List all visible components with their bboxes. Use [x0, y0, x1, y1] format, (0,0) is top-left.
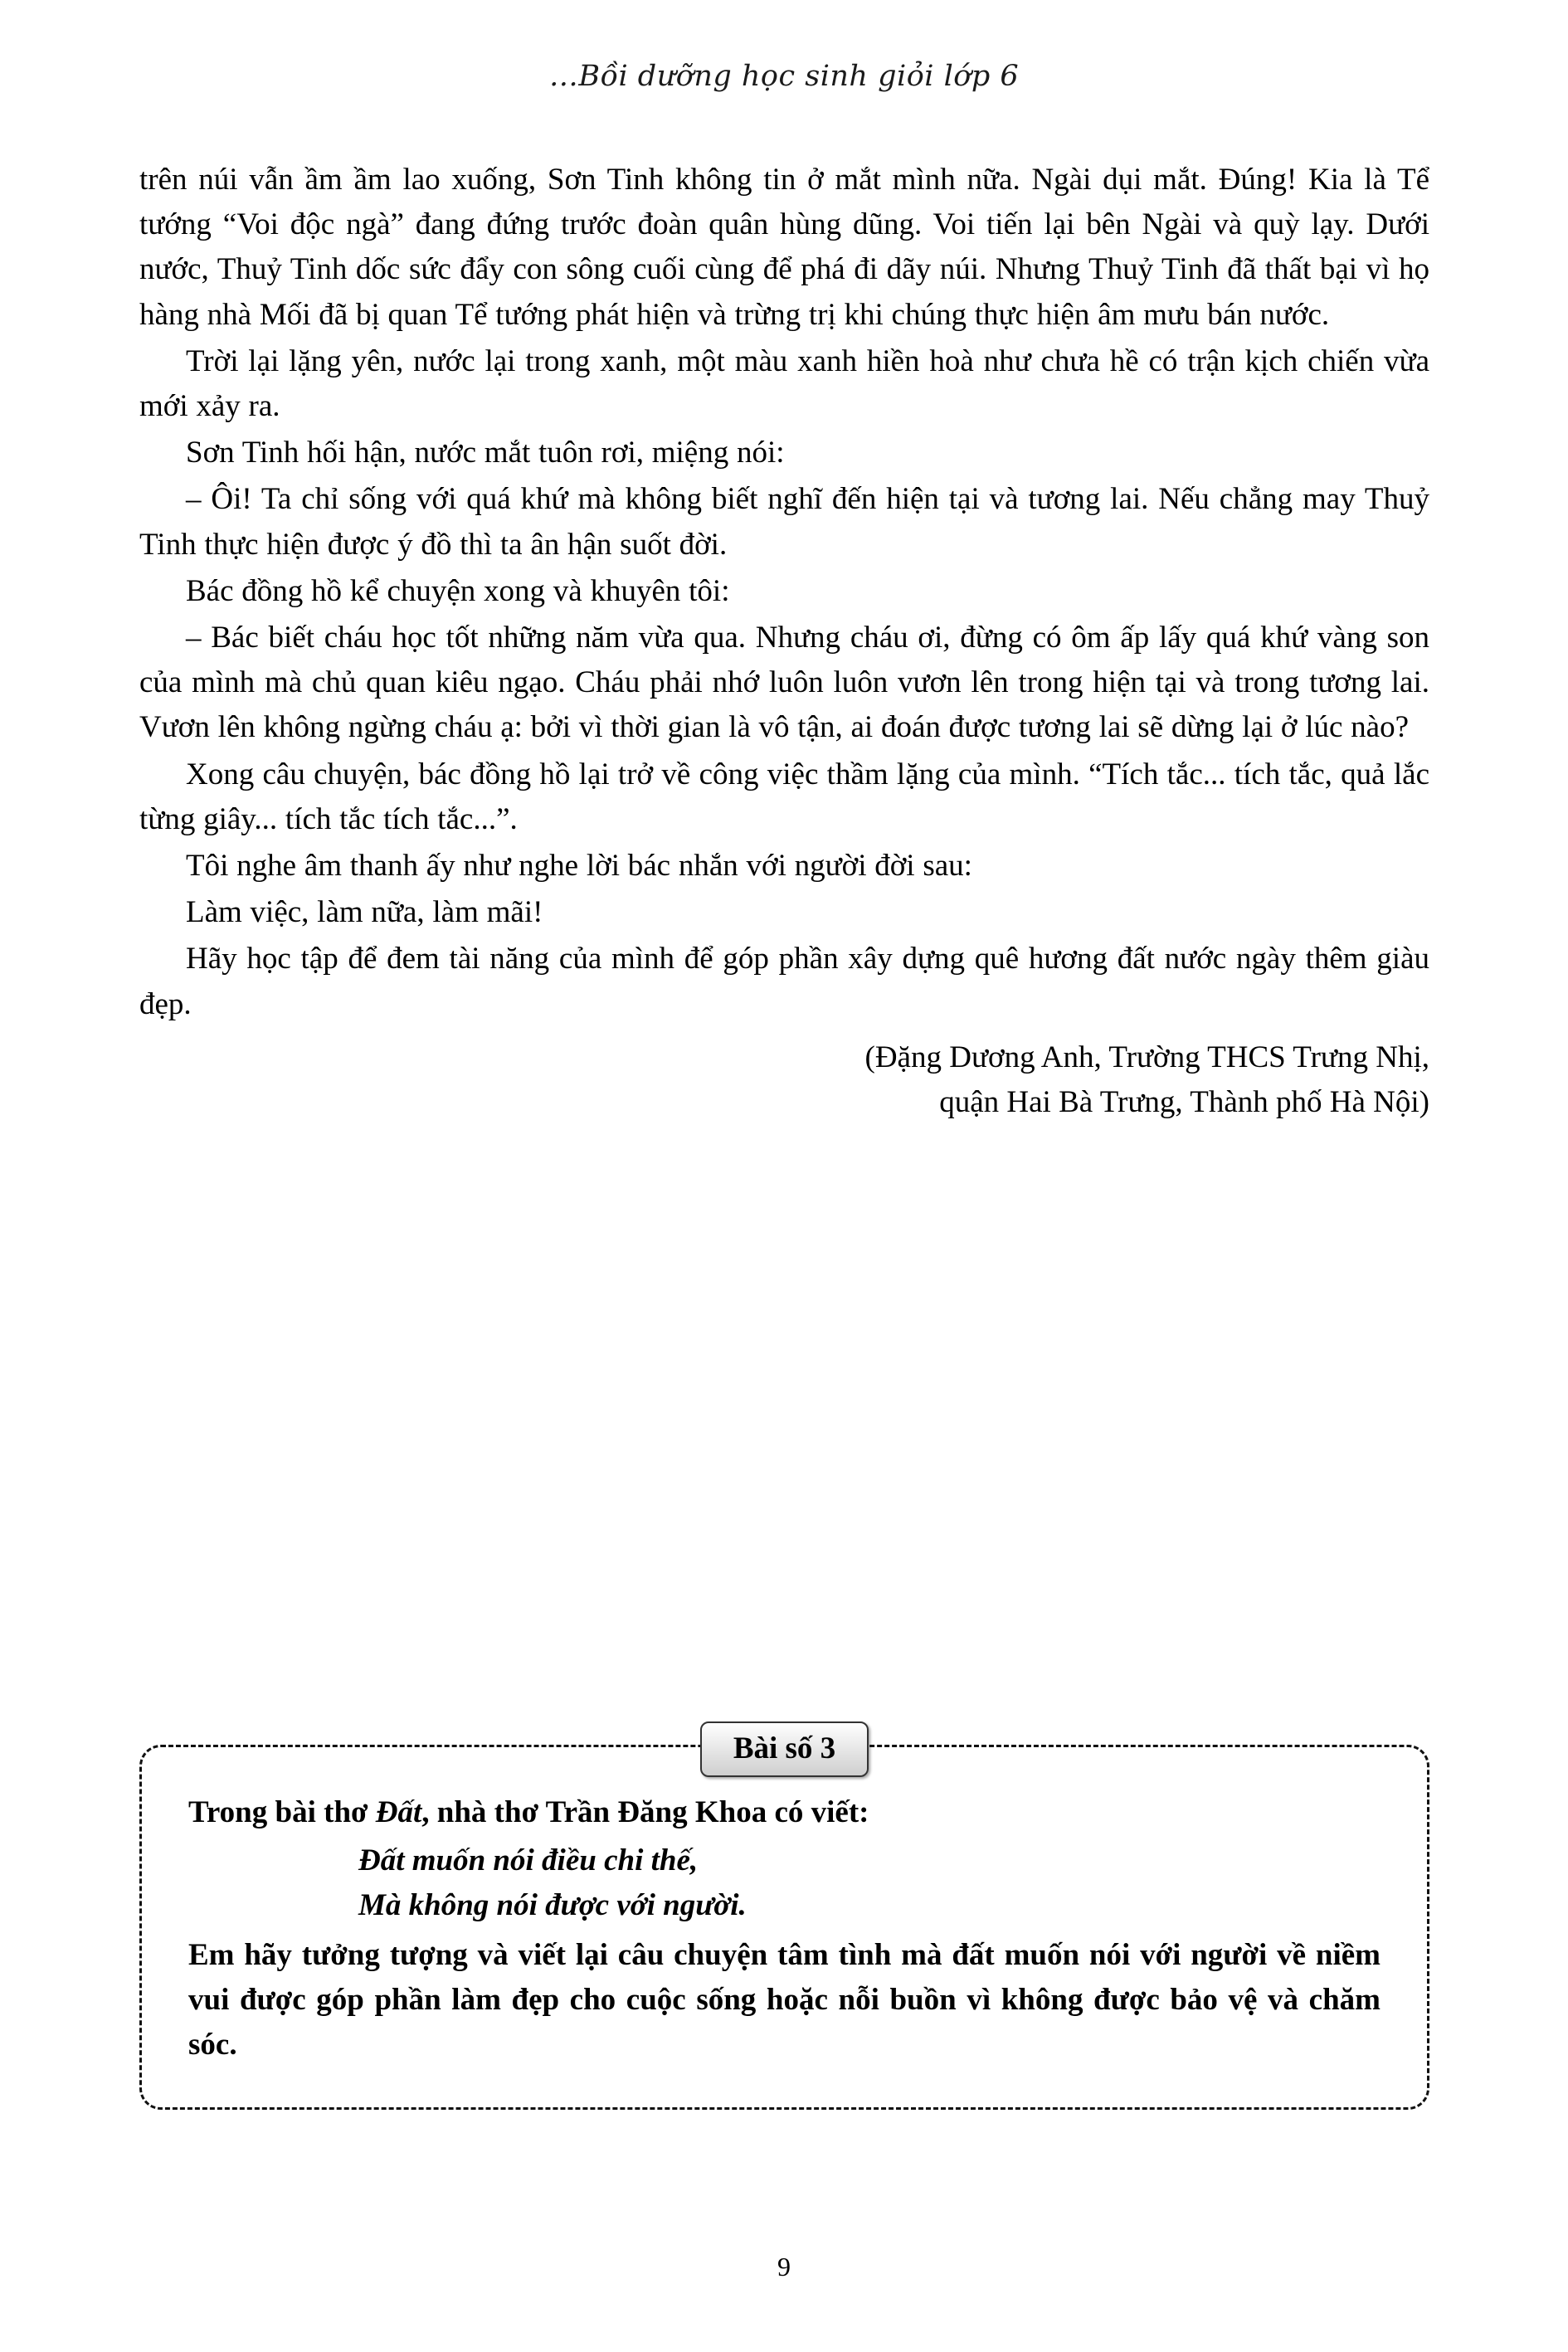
exercise-intro [188, 1790, 1381, 1835]
exercise-dashed-box [139, 1745, 1429, 2110]
paragraph: Bác đồng hồ kể chuyện xong và khuyên tôi: [186, 573, 730, 608]
paragraph: Làm việc, làm nữa, làm mãi! [186, 895, 543, 930]
paragraph: Trời lại lặng yên, nước lại trong xanh, một màu xanh hiền hoà như chưa hề có trận kịch chiến vừa mới xảy ra. [139, 343, 1429, 424]
exercise-poem-title: Đất [375, 1795, 422, 1829]
attribution-line-1: (Đặng Dương Anh, Trường THCS Trưng Nhị, [864, 1040, 1429, 1074]
running-header [0, 60, 1568, 93]
paragraph: Xong câu chuyện, bác đồng hồ lại trở về công việc thầm lặng của mình. “Tích tắc... tích tắc, quả lắc từng giây... tích tắc tích tắc...”. [139, 757, 1429, 836]
running-header-title: …Bồi dưỡng học sinh giỏi lớp 6 [548, 60, 1020, 93]
exercise-block [139, 1721, 1429, 2110]
exercise-intro-suffix: , nhà thơ Trần Đăng Khoa có viết: [421, 1795, 869, 1829]
exercise-verse-line: Đất muốn nói điều chi thế, [358, 1843, 699, 1878]
attribution [139, 1035, 1429, 1125]
exercise-task: Em hãy tưởng tượng và viết lại câu chuyện tâm tình mà đất muốn nói với người về niềm vui được góp phần làm đẹp cho cuộc sống hoặc nỗi buồn vì không được bảo vệ và chăm sóc. [188, 1938, 1381, 2062]
body-text [139, 158, 1429, 1125]
paragraph: – Ôi! Ta chỉ sống với quá khứ mà không biết nghĩ đến hiện tại và tương lai. Nếu chẳng may Thuỷ Tinh thực hiện được ý đồ thì ta ân hận suốt đời. [139, 482, 1429, 562]
exercise-badge: Bài số 3 [700, 1721, 869, 1777]
paragraph: Tôi nghe âm thanh ấy như nghe lời bác nhắn với người đời sau: [186, 849, 972, 884]
paragraph: Hãy học tập để đem tài năng của mình để góp phần xây dựng quê hương đất nước ngày thêm giàu đẹp. [139, 942, 1429, 1021]
exercise-verse-line: Mà không nói được với người. [358, 1888, 747, 1923]
paragraph: trên núi vẫn ầm ầm lao xuống, Sơn Tinh không tin ở mắt mình nữa. Ngài dụi mắt. Đúng! Kia là Tể tướng “Voi độc ngà” đang đứng trước đoàn quân hùng dũng. Voi tiến lại bên Ngài và quỳ lạy. Dưới nước, Thuỷ Tinh dốc sức đẩy con sông cuối cùng để phá đi dãy núi. Nhưng Thuỷ Tinh đã thất bại vì họ hàng nhà Mối đã bị quan Tể tướng phát hiện và trừng trị khi chúng thực hiện âm mưu bán nước. [139, 163, 1429, 332]
page-number: 9 [777, 2252, 791, 2281]
paragraph: Sơn Tinh hối hận, nước mắt tuôn rơi, miệng nói: [186, 436, 785, 470]
paragraph: – Bác biết cháu học tốt những năm vừa qua. Nhưng cháu ơi, đừng có ôm ấp lấy quá khứ vàng son của mình mà chủ quan kiêu ngạo. Cháu phải nhớ luôn luôn vươn lên trong hiện tại và trong tương lai. Vươn lên không ngừng cháu ạ: bởi vì thời gian là vô tận, ai đoán được tương lai sẽ dừng lại ở lúc nào? [139, 621, 1429, 745]
page-footer [0, 2252, 1568, 2282]
attribution-line-2: quận Hai Bà Trưng, Thành phố Hà Nội) [939, 1085, 1429, 1120]
exercise-intro-prefix: Trong bài thơ [188, 1795, 376, 1829]
